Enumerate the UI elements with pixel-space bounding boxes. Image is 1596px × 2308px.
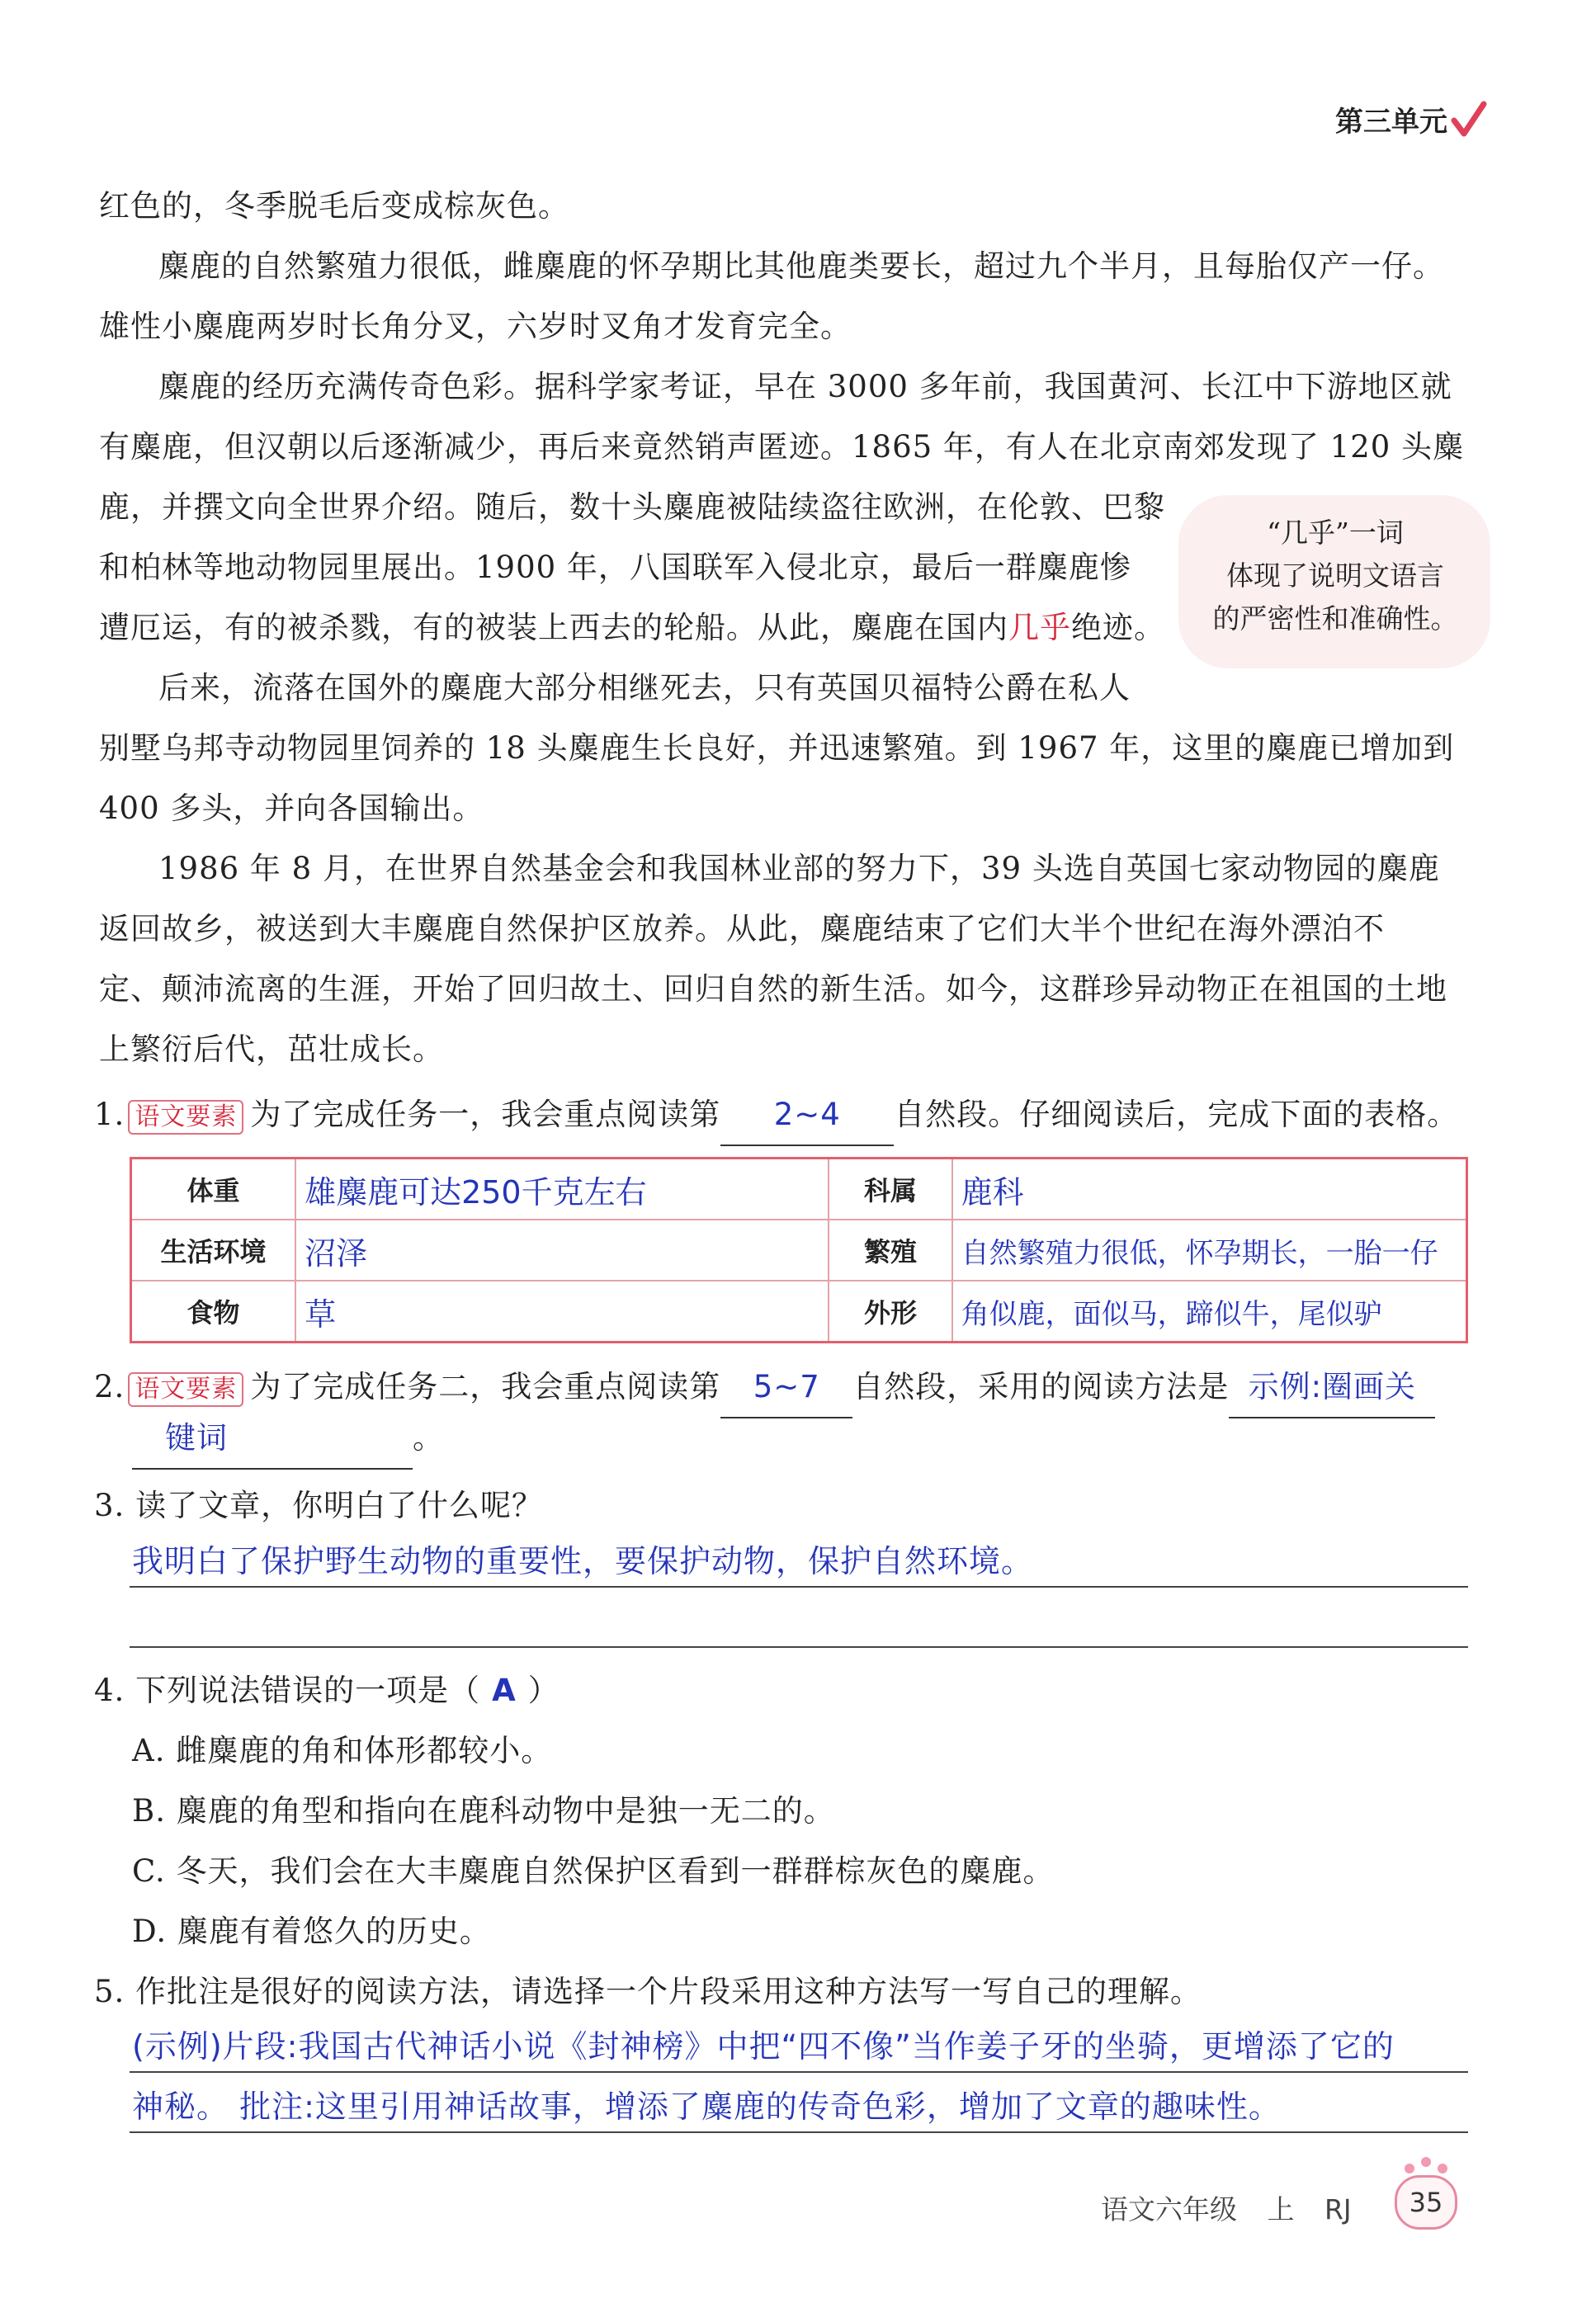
paragraph-line: 别墅乌邦寺动物园里饲养的 18 头麋鹿生长良好，并迅速繁殖。到 1967 年，这里的麋鹿已增加到 — [99, 730, 1455, 766]
question-text: ） — [527, 1673, 560, 1708]
question-number: 1. — [94, 1097, 125, 1132]
option-d: D. 麋鹿有着悠久的历史。 — [132, 1914, 491, 1949]
question-text: 自然段。仔细阅读后，完成下面的表格。 — [894, 1097, 1459, 1132]
paragraph-line: 后来，流落在国外的麋鹿大部分相继死去，只有英国贝福特公爵在私人 — [158, 670, 1131, 706]
answer-blank[interactable]: 键词 — [132, 1408, 413, 1470]
answer-blank[interactable]: 5~7 — [720, 1357, 852, 1418]
answer-line[interactable]: 我明白了保护野生动物的重要性，要保护动物，保护自然环境。 — [132, 1543, 1034, 1579]
unit-title: 第三单元 — [1335, 106, 1447, 139]
question-3: 3. 读了文章，你明白了什么呢？ — [94, 1488, 544, 1523]
table-label: 生活环境 — [131, 1220, 296, 1281]
paragraph-line: 麋鹿的自然繁殖力很低，雌麋鹿的怀孕期比其他鹿类要长，超过九个半月，且每胎仅产一仔。 — [158, 248, 1444, 284]
answer-rule — [130, 1646, 1468, 1648]
paragraph-line: 400 多头，并向各国输出。 — [99, 791, 484, 826]
option-b: B. 麋鹿的角型和指向在鹿科动物中是独一无二的。 — [132, 1793, 835, 1829]
table-label: 外形 — [829, 1281, 951, 1343]
answer-rule — [130, 1586, 1468, 1588]
option-a: A. 雌麋鹿的角和体形都较小。 — [132, 1733, 553, 1768]
footer-edition: RJ — [1324, 2193, 1352, 2225]
table-label: 繁殖 — [829, 1220, 951, 1281]
check-icon — [1451, 101, 1487, 142]
footer-info — [1101, 2188, 1352, 2227]
paragraph-line: 雄性小麋鹿两岁时长角分叉，六岁时叉角才发育完全。 — [99, 309, 852, 344]
question-1 — [94, 1084, 1458, 1146]
footer-term: 上 — [1267, 2193, 1295, 2225]
sidenote-line: 体现了说明文语言 — [1226, 559, 1444, 592]
answer-blank[interactable]: 2~4 — [720, 1084, 894, 1146]
element-tag: 语文要素 — [128, 1100, 243, 1135]
element-tag: 语文要素 — [128, 1372, 243, 1407]
paragraph-line: 返回故乡，被送到大丰麋鹿自然保护区放养。从此，麋鹿结束了它们大半个世纪在海外漂泊不 — [99, 911, 1385, 946]
paragraph-line: 红色的，冬季脱毛后变成棕灰色。 — [99, 188, 569, 224]
table-label: 体重 — [131, 1159, 296, 1220]
paragraph-line: 1986 年 8 月，在世界自然基金会和我国林业部的努力下，39 头选自英国七家动物园的麋鹿 — [158, 851, 1440, 886]
paragraph-line — [99, 597, 1165, 658]
table-row — [131, 1220, 1467, 1281]
table-answer[interactable]: 沼泽 — [295, 1220, 829, 1281]
info-table — [130, 1157, 1468, 1343]
option-c: C. 冬天，我们会在大丰麋鹿自然保护区看到一群群棕灰色的麋鹿。 — [132, 1853, 1055, 1889]
paragraph-line: 上繁衍后代，茁壮成长。 — [99, 1031, 444, 1067]
paragraph-line: 麋鹿的经历充满传奇色彩。据科学家考证，早在 3000 多年前，我国黄河、长江中下游地区就 — [158, 369, 1452, 404]
page-number: 35 — [1395, 2175, 1457, 2230]
table-answer[interactable]: 雄麋鹿可达250千克左右 — [295, 1159, 829, 1220]
sidenote — [1187, 512, 1484, 640]
answer-line[interactable]: 神秘。 批注:这里引用神话故事，增添了麋鹿的传奇色彩，增加了文章的趣味性。 — [132, 2089, 1281, 2125]
question-4 — [94, 1660, 560, 1720]
highlighted-word: 几乎 — [1008, 610, 1071, 645]
question-text: 4. 下列说法错误的一项是（ — [94, 1673, 481, 1708]
choice-answer[interactable]: A — [492, 1673, 517, 1708]
answer-blank[interactable]: 示例:圈画关 — [1229, 1357, 1435, 1418]
sidenote-line: 的严密性和准确性。 — [1212, 602, 1458, 635]
table-label: 食物 — [131, 1281, 296, 1343]
table-row — [131, 1281, 1467, 1343]
question-text: 为了完成任务一，我会重点阅读第 — [250, 1097, 721, 1132]
paragraph-line: 有麋鹿，但汉朝以后逐渐减少，再后来竟然销声匿迹。1865 年，有人在北京南郊发现了 120 头麋 — [99, 429, 1465, 465]
answer-line[interactable]: (示例)片段:我国古代神话小说《封神榜》中把“四不像”当作姜子牙的坐骑，更增添了它的 — [132, 2028, 1395, 2065]
paragraph-line: 和柏林等地动物园里展出。1900 年，八国联军入侵北京，最后一群麋鹿惨 — [99, 550, 1131, 585]
table-answer[interactable]: 角似鹿，面似马，蹄似牛，尾似驴 — [952, 1281, 1467, 1343]
table-answer[interactable]: 自然繁殖力很低，怀孕期长，一胎一仔 — [952, 1220, 1467, 1281]
footer-subject: 语文六年级 — [1101, 2193, 1237, 2225]
table-answer[interactable]: 草 — [295, 1281, 829, 1343]
paragraph-line: 鹿，并撰文向全世界介绍。随后，数十头麋鹿被陆续盗往欧洲，在伦敦、巴黎 — [99, 489, 1165, 525]
question-number: 2. — [94, 1369, 125, 1404]
question-text: 自然段，采用的阅读方法是 — [852, 1369, 1230, 1404]
paragraph-text: 绝迹。 — [1071, 610, 1165, 645]
question-5: 5. 作批注是很好的阅读方法，请选择一个片段采用这种方法写一写自己的理解。 — [94, 1974, 1202, 2009]
table-label: 科属 — [829, 1159, 951, 1220]
question-text: 。 — [413, 1420, 444, 1456]
sidenote-line: “几乎”一词 — [1267, 517, 1404, 549]
answer-rule — [130, 2071, 1468, 2073]
question-text: 为了完成任务二，我会重点阅读第 — [250, 1369, 721, 1404]
paragraph-text: 遭厄运，有的被杀戮，有的被装上西去的轮船。从此，麋鹿在国内 — [99, 610, 1008, 645]
table-row — [131, 1159, 1467, 1220]
table-answer[interactable]: 鹿科 — [952, 1159, 1467, 1220]
answer-rule — [130, 2131, 1468, 2133]
question-2-cont — [132, 1408, 444, 1470]
paragraph-line: 定、颠沛流离的生涯，开始了回归故土、回归自然的新生活。如今，这群珍异动物正在祖国的土地 — [99, 971, 1447, 1007]
